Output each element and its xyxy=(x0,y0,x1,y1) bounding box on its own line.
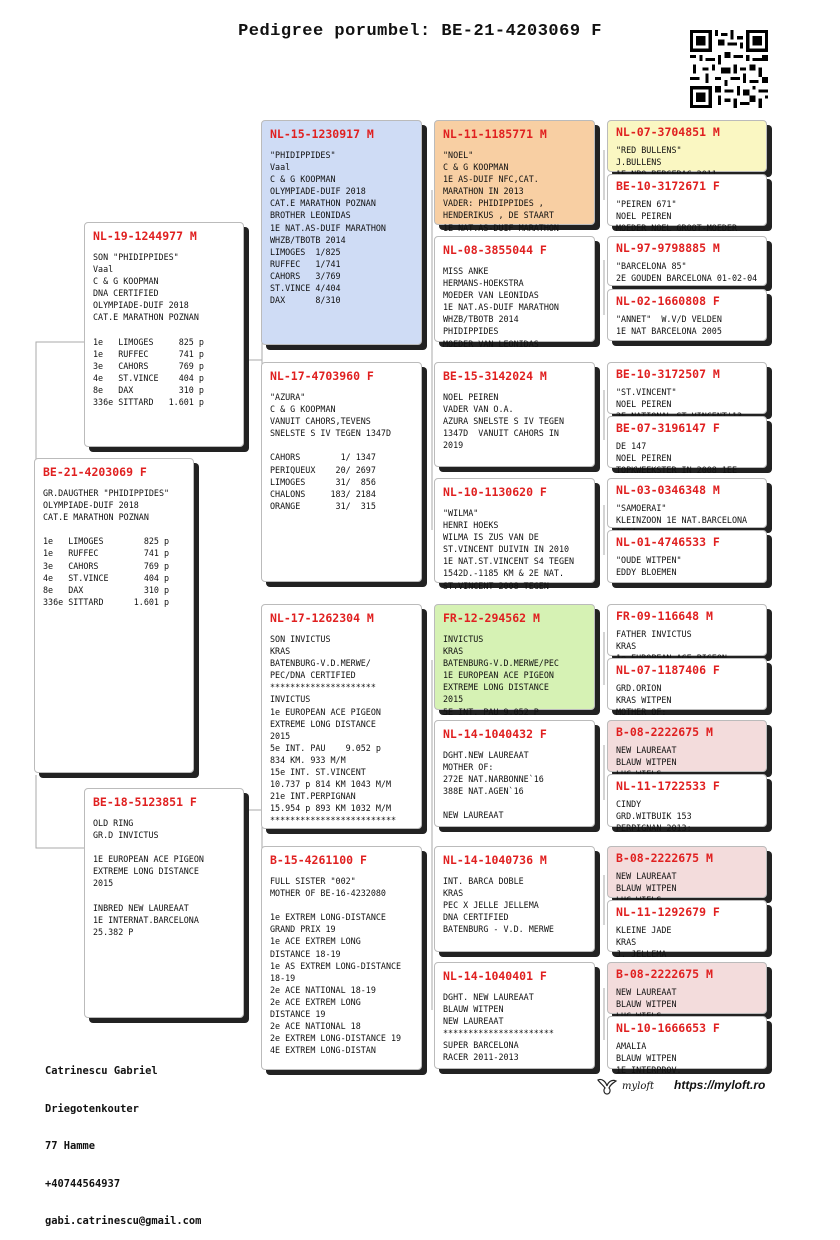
pigeon-details: GRD.ORION KRAS WITPEN MOTHER OF: xyxy=(616,683,672,718)
page-title: Pedigree porumbel: BE-21-4203069 F xyxy=(238,22,602,41)
pedigree-card-g2[interactable] xyxy=(607,174,767,234)
pedigree-card-ff[interactable] xyxy=(261,120,422,345)
pedigree-card-g4[interactable] xyxy=(607,289,767,341)
pedigree-card-fmm[interactable] xyxy=(434,478,595,591)
pedigree-card-mfm[interactable] xyxy=(434,720,595,827)
pigeon-details: FATHER INVICTUS KRAS xyxy=(616,629,692,652)
pedigree-card-g10[interactable] xyxy=(607,658,767,718)
pigeon-logo-icon xyxy=(596,1076,618,1096)
pigeon-details: INT. BARCA DOBLE KRAS PEC X JELLE JELLEMA DNA CERTIFIED BATENBURG - V.D. MERWE xyxy=(443,876,554,935)
ring-number: FR-09-116648 M xyxy=(616,609,713,623)
ring-number: NL-01-4746533 F xyxy=(616,535,720,549)
ring-number: NL-10-1130620 F xyxy=(443,485,547,499)
ring-number: NL-02-1660808 F xyxy=(616,294,720,308)
ring-number: NL-07-3704851 M xyxy=(616,125,720,139)
pedigree-card-mff[interactable] xyxy=(434,604,595,717)
pigeon-details: "SAMOERAI" KLEINZOON 1E NAT.BARCELONA xyxy=(616,503,748,526)
pedigree-card-g11[interactable] xyxy=(607,720,767,772)
pigeon-details: SON "PHIDIPPIDES" Vaal C & G KOOPMAN DNA CERTIFIED OLYMPIADE-DUIF 2018 CAT.E MARATHON POZNAN 1e LIMOGES 825 p 1e RUFFEC 741 p 3e CAHORS 769 p 4e ST.VINCE 404 p 8e DAX 310 p 336e SITTARD 1.601 p xyxy=(93,252,204,408)
pigeon-details: NEW LAUREAAT BLAUW WITPEN xyxy=(616,987,677,1010)
pigeon-details: GR.DAUGTHER "PHIDIPPIDES" OLYMPIADE-DUIF 2018 CAT.E MARATHON POZNAN 1e LIMOGES 825 p 1e RUFFEC 741 p 3e CAHORS 769 p 4e ST.VINCE 404 p 8e DAX 310 p 336e SITTARD 1.601 p xyxy=(43,488,170,607)
ring-number: NL-97-9798885 M xyxy=(616,241,720,255)
pedigree-card-g14[interactable] xyxy=(607,900,767,960)
pigeon-details: DGHT.NEW LAUREAAT MOTHER OF: 272E NAT.NARBONNE`16 388E NAT.AGEN`16 NEW LAUREAAT xyxy=(443,750,544,821)
pigeon-details: FULL SISTER "002" MOTHER OF BE-16-4232080 1e EXTREM LONG-DISTANCE GRAND PRIX 19 1e ACE EXTREM LONG DISTANCE 18-19 1e AS EXTREM LONG-DISTANCE 18-19 2e ACE NATIONAL 18-19 2e ACE EXTREM LONG DISTANCE 19 2e ACE NATIONAL 18 2e EXTREM LONG-DISTANCE 19 4E EXTREM LONG-DISTAN xyxy=(270,876,402,1056)
logo-text: myloft xyxy=(622,1080,655,1092)
pedigree-card-mmm[interactable] xyxy=(434,962,595,1069)
pedigree-card-g9[interactable] xyxy=(607,604,767,656)
pigeon-details: "OUDE WITPEN" EDDY BLOEMEN xyxy=(616,555,682,578)
ring-number: NL-15-1230917 M xyxy=(270,127,374,141)
ring-number: NL-08-3855044 F xyxy=(443,243,547,257)
ring-number: B-08-2222675 M xyxy=(616,967,713,981)
ring-number: NL-11-1292679 F xyxy=(616,905,720,919)
ring-number: B-15-4261100 F xyxy=(270,853,367,867)
pedigree-card-g5[interactable] xyxy=(607,362,767,414)
ring-number: BE-10-3172671 F xyxy=(616,179,720,193)
pedigree-card-g15[interactable] xyxy=(607,962,767,1014)
ring-number: NL-14-1040401 F xyxy=(443,969,547,983)
pigeon-details: SON INVICTUS KRAS BATENBURG-V.D.MERWE/ PEC/DNA CERTIFIED ********************* INVICTUS 1e EUROPEAN ACE PIGEON EXTREME LONG DISTANCE 2015 5e INT. PAU 9.052 p 834 KM. 933 M/M 15e INT. ST.VINCENT 10.737 p 814 KM 1043 M/M 21e INT.PERPIGNAN 15.954 p 893 KM 1032 M/M ************************* xyxy=(270,634,397,826)
pigeon-details: DGHT. NEW LAUREAAT BLAUW WITPEN NEW LAUREAAT ********************** SUPER BARCELONA RACER 2011-2013 xyxy=(443,992,554,1063)
pigeon-details: NOEL PEIREN VADER VAN O.A. AZURA SNELSTE S IV TEGEN 1347D VANUIT CAHORS IN 2019 xyxy=(443,392,565,451)
ring-number: BE-15-3142024 M xyxy=(443,369,547,383)
breeder-street: Driegotenkouter xyxy=(45,1102,139,1115)
pedigree-card-mother[interactable] xyxy=(84,788,244,1018)
pigeon-details: CINDY GRD.WITBUIK 153 PERPIGNAN 2013: xyxy=(616,799,692,834)
ring-number: NL-11-1722533 F xyxy=(616,779,720,793)
pedigree-card-g7[interactable] xyxy=(607,478,767,528)
breeder-phone: +40744564937 xyxy=(45,1177,121,1190)
pedigree-card-g1[interactable] xyxy=(607,120,767,172)
pedigree-card-fm[interactable] xyxy=(261,362,422,582)
pedigree-card-mm[interactable] xyxy=(261,846,422,1070)
pedigree-card-subject[interactable] xyxy=(34,458,194,773)
pigeon-details: NEW LAUREAAT BLAUW WITPEN xyxy=(616,745,677,768)
pigeon-details: "RED BULLENS" J.BULLENS xyxy=(616,145,682,168)
ring-number: NL-03-0346348 M xyxy=(616,483,720,497)
ring-number: B-08-2222675 M xyxy=(616,851,713,865)
pedigree-card-mf[interactable] xyxy=(261,604,422,829)
ring-number: NL-19-1244977 M xyxy=(93,229,197,243)
breeder-contact xyxy=(45,1040,201,1240)
pigeon-details: "PHIDIPPIDES" Vaal C & G KOOPMAN OLYMPIADE-DUIF 2018 CAT.E MARATHON POZNAN BROTHER LEONIDAS 1E NAT.AS-DUIF MARATHON WHZB/TBOTB 2014 LIMOGES 1/825 RUFFEC 1/741 CAHORS 3/769 ST.VINCE 4/404 DAX 8/310 xyxy=(270,150,386,306)
ring-number: NL-17-1262304 M xyxy=(270,611,374,625)
ring-number: B-08-2222675 M xyxy=(616,725,713,739)
pigeon-details: MISS ANKE HERMANS-HOEKSTRA MOEDER VAN LEONIDAS 1E NAT.AS-DUIF MARATHON WHZB/TBOTB 2014 PHIDIPPIDES MOEDER VAN LEONIDAS xyxy=(443,266,559,349)
ring-number: NL-14-1040736 M xyxy=(443,853,547,867)
website-link[interactable]: https://myloft.ro xyxy=(674,1078,766,1092)
pedigree-card-ffm[interactable] xyxy=(434,236,595,349)
breeder-name: Catrinescu Gabriel xyxy=(45,1065,158,1077)
pedigree-card-g13[interactable] xyxy=(607,846,767,898)
pedigree-card-fff[interactable] xyxy=(434,120,595,233)
ring-number: FR-12-294562 M xyxy=(443,611,540,625)
breeder-email[interactable]: gabi.catrinescu@gmail.com xyxy=(45,1215,202,1227)
pigeon-details: "AZURA" C & G KOOPMAN VANUIT CAHORS,TEVENS SNELSTE S IV TEGEN 1347D CAHORS 1/ 1347 PERIQUEUX 20/ 2697 LIMOGES 31/ 856 CHALONS 183/ 2184 ORANGE 31/ 315 xyxy=(270,392,392,511)
pigeon-details: NEW LAUREAAT BLAUW WITPEN xyxy=(616,871,677,894)
pedigree-card-g12[interactable] xyxy=(607,774,767,834)
pedigree-card-father[interactable] xyxy=(84,222,244,447)
pigeon-details: "PEIREN 671" NOEL PEIREN MOEDER NOEL GROOT-MOEDER xyxy=(616,199,738,234)
pigeon-details: AMALIA BLAUW WITPEN 1E INTERPROV. xyxy=(616,1041,682,1076)
pigeon-details: INVICTUS KRAS BATENBURG-V.D.MERWE/PEC 1E EUROPEAN ACE PIGEON EXTREME LONG DISTANCE 2015 5E INT. PAU 9.052 P xyxy=(443,634,559,717)
pedigree-card-g8[interactable] xyxy=(607,530,767,583)
ring-number: NL-11-1185771 M xyxy=(443,127,547,141)
ring-number: BE-18-5123851 F xyxy=(93,795,197,809)
pigeon-details: "BARCELONA 85" 2E GOUDEN BARCELONA 01-02-04 xyxy=(616,261,758,284)
pigeon-details: "NOEL" C & G KOOPMAN 1E AS-DUIF NFC,CAT. MARATHON IN 2013 VADER: PHIDIPPIDES , HENDERIKUS , DE STAART 1E NAT.AS-DUIF MARATHON xyxy=(443,150,559,233)
ring-number: NL-10-1666653 F xyxy=(616,1021,720,1035)
ring-number: BE-10-3172507 M xyxy=(616,367,720,381)
pigeon-details: "ST.VINCENT" NOEL PEIREN xyxy=(616,387,677,410)
pedigree-card-g3[interactable] xyxy=(607,236,767,286)
pigeon-details: KLEINE JADE KRAS J. JELLEMA xyxy=(616,925,672,960)
pigeon-details: OLD RING GR.D INVICTUS 1E EUROPEAN ACE PIGEON EXTREME LONG DISTANCE 2015 INBRED NEW LAUREAAT 1E INTERNAT.BARCELONA 25.382 P xyxy=(93,818,204,937)
ring-number: BE-07-3196147 F xyxy=(616,421,720,435)
ring-number: BE-21-4203069 F xyxy=(43,465,147,479)
pedigree-card-g16[interactable] xyxy=(607,1016,767,1076)
ring-number: NL-14-1040432 F xyxy=(443,727,547,741)
ring-number: NL-07-1187406 F xyxy=(616,663,720,677)
pigeon-details: "ANNET" W.V/D VELDEN 1E NAT BARCELONA 2005 xyxy=(616,314,722,337)
breeder-city: 77 Hamme xyxy=(45,1140,96,1152)
pedigree-card-g6[interactable] xyxy=(607,416,767,476)
pigeon-details: DE 147 NOEL PEIREN TOPKWEEKSTER IN 2008 1EE xyxy=(616,441,738,476)
pigeon-details: "WILMA" HENRI HOEKS WILMA IS ZUS VAN DE ST.VINCENT DUIVIN IN 2010 1E NAT.ST.VINCENT S4 TEGEN 1542D.-1185 KM & 2E NAT. ST.VINCENT 2008 TEGEN xyxy=(443,508,575,591)
pedigree-card-fmf[interactable] xyxy=(434,362,595,467)
ring-number: NL-17-4703960 F xyxy=(270,369,374,383)
myloft-logo xyxy=(596,1076,654,1096)
pedigree-card-mmf[interactable] xyxy=(434,846,595,952)
